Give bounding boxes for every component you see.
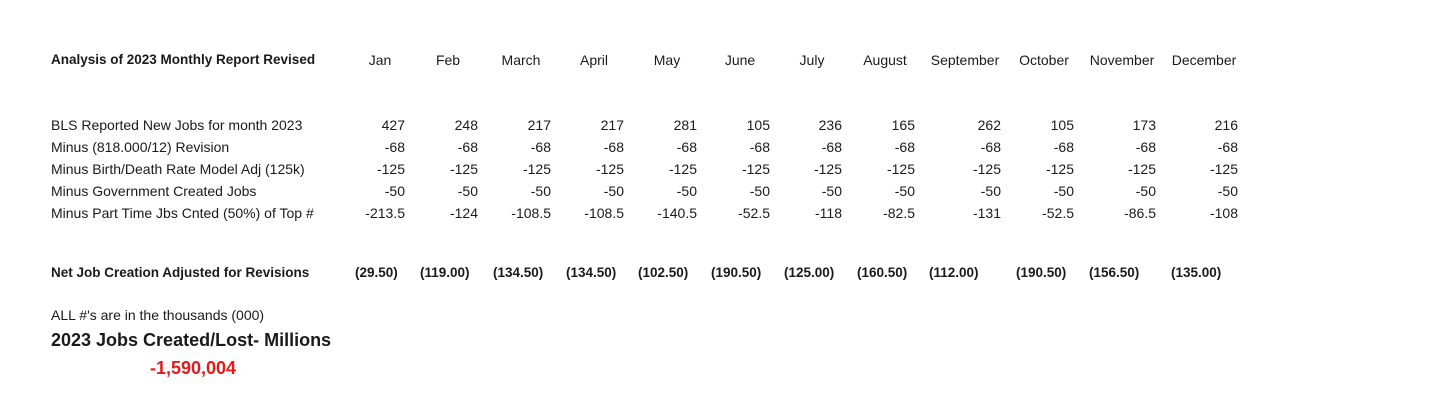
table-cell: -108 [1209, 205, 1238, 221]
table-cell: -50 [821, 183, 842, 199]
month-header: December [1171, 52, 1237, 68]
net-cell: (135.00) [1171, 265, 1222, 280]
report-title: Analysis of 2023 Monthly Report Revised [51, 52, 316, 67]
table-cell: -125 [741, 161, 770, 177]
net-cell: (119.00) [420, 265, 470, 280]
table-cell: -50 [603, 183, 624, 199]
month-header: Feb [435, 52, 461, 68]
table-cell: -68 [894, 139, 915, 155]
table-cell: -125 [522, 161, 551, 177]
net-cell: (125.00) [784, 265, 835, 280]
table-cell: -125 [595, 161, 624, 177]
table-cell: 236 [818, 117, 842, 133]
table-cell: -50 [457, 183, 478, 199]
table-cell: -131 [972, 205, 1001, 221]
table-cell: 217 [527, 117, 551, 133]
table-cell: 105 [1050, 117, 1074, 133]
net-cell: (102.50) [638, 265, 689, 280]
table-cell: -125 [813, 161, 842, 177]
table-cell: -52.5 [738, 205, 770, 221]
table-cell: -68 [603, 139, 624, 155]
net-cell: (112.00) [929, 265, 979, 280]
table-cell: -140.5 [657, 205, 697, 221]
table-cell: -50 [1135, 183, 1156, 199]
net-cell: (160.50) [857, 265, 908, 280]
table-cell: 216 [1214, 117, 1238, 133]
table-cell: -50 [530, 183, 551, 199]
table-cell: -50 [676, 183, 697, 199]
net-cell: (190.50) [711, 265, 762, 280]
table-cell: -68 [1217, 139, 1238, 155]
row-label: Minus (818.000/12) Revision [51, 139, 230, 155]
table-cell: -68 [384, 139, 405, 155]
table-cell: -108.5 [584, 205, 624, 221]
table-cell: 105 [746, 117, 770, 133]
net-row-label: Net Job Creation Adjusted for Revisions [51, 265, 310, 280]
table-cell: -52.5 [1042, 205, 1074, 221]
table-cell: -50 [384, 183, 405, 199]
month-header: May [653, 52, 681, 68]
table-cell: -68 [1135, 139, 1156, 155]
table-cell: -108.5 [511, 205, 551, 221]
table-cell: -50 [1217, 183, 1238, 199]
table-cell: -68 [821, 139, 842, 155]
row-label: BLS Reported New Jobs for month 2023 [51, 117, 303, 133]
table-cell: -68 [749, 139, 770, 155]
table-cell: 173 [1132, 117, 1156, 133]
table-cell: -125 [1045, 161, 1074, 177]
table-cell: -86.5 [1124, 205, 1156, 221]
month-header: April [579, 52, 608, 68]
summary-value: -1,590,004 [150, 358, 237, 378]
table-cell: 281 [673, 117, 697, 133]
table-cell: -82.5 [883, 205, 915, 221]
month-header: March [501, 52, 541, 68]
table-cell: -50 [980, 183, 1001, 199]
net-cell: (190.50) [1016, 265, 1067, 280]
table-cell: 262 [977, 117, 1001, 133]
summary-title: 2023 Jobs Created/Lost- Millions [51, 330, 332, 350]
table-cell: -124 [449, 205, 478, 221]
table-cell: -68 [530, 139, 551, 155]
table-cell: 217 [600, 117, 624, 133]
table-cell: -125 [886, 161, 915, 177]
net-cell: (156.50) [1089, 265, 1140, 280]
table-cell: 165 [891, 117, 915, 133]
table-cell: -68 [457, 139, 478, 155]
row-label: Minus Government Created Jobs [51, 183, 257, 199]
table-cell: 248 [454, 117, 478, 133]
net-cell: (134.50) [493, 265, 544, 280]
net-cell: (29.50) [355, 265, 398, 280]
net-cell: (134.50) [566, 265, 617, 280]
month-header: Jan [368, 52, 392, 68]
row-label: Minus Birth/Death Rate Model Adj (125k) [51, 161, 305, 177]
table-cell: -125 [376, 161, 405, 177]
table-cell: -68 [1053, 139, 1074, 155]
month-header: October [1019, 52, 1069, 68]
month-header: July [799, 52, 825, 68]
month-header: August [863, 52, 907, 68]
row-label: Minus Part Time Jbs Cnted (50%) of Top # [51, 205, 314, 221]
table-cell: -50 [1053, 183, 1074, 199]
table-cell: -50 [749, 183, 770, 199]
table-cell: -125 [668, 161, 697, 177]
month-header: November [1089, 52, 1155, 68]
table-cell: -50 [894, 183, 915, 199]
units-note: ALL #'s are in the thousands (000) [51, 307, 265, 323]
table-cell: -125 [449, 161, 478, 177]
table-cell: -125 [972, 161, 1001, 177]
table-cell: 427 [381, 117, 405, 133]
table-cell: -118 [815, 205, 842, 221]
table-cell: -68 [980, 139, 1001, 155]
table-cell: -68 [676, 139, 697, 155]
month-header: June [724, 52, 756, 68]
table-cell: -125 [1127, 161, 1156, 177]
table-cell: -125 [1209, 161, 1238, 177]
table-cell: -213.5 [365, 205, 405, 221]
month-header: September [930, 52, 1000, 68]
